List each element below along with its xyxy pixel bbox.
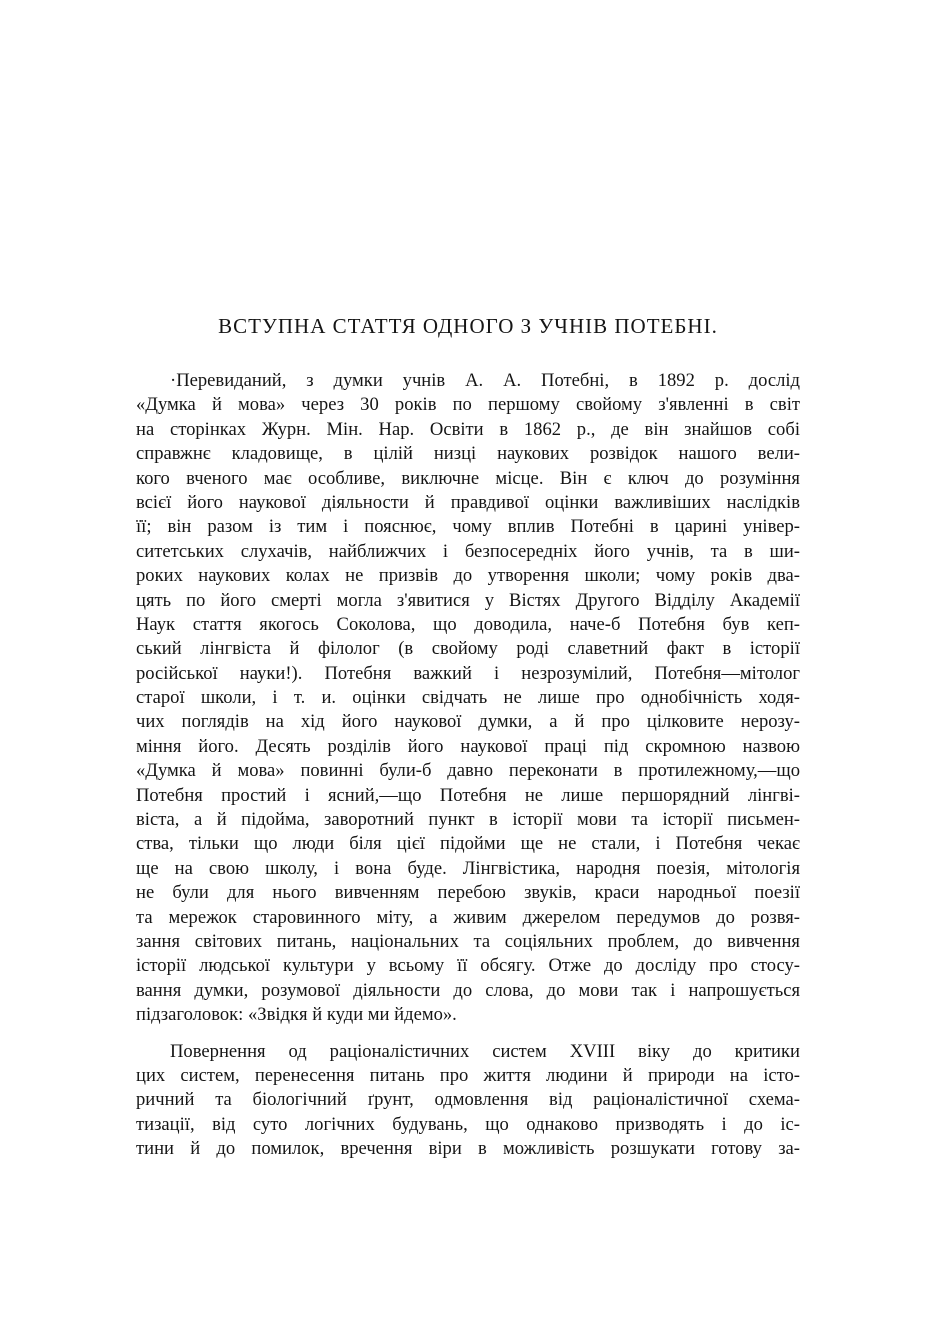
text-line: історії людської культури у всьому її обсягу. Отже до досліду про стосу-	[136, 955, 800, 977]
text-line: цять по його смерті могла з'явитися у Вістях Другого Відділу Академії	[136, 589, 800, 611]
text-line: роких наукових колах не призвів до утворення школи; чому років два-	[136, 565, 800, 587]
text-line: зання світових питань, національних та соціяльних проблем, до вивчення	[136, 930, 800, 952]
text-line: ський лінгвіста й філолог (в свойому роді славетний факт в історії	[136, 638, 800, 660]
text-line: «Думка й мова» через 30 років по першому свойому з'явленні в світ	[136, 394, 800, 416]
text-line: ства, тільки що люди біля цієї підойми ще не стали, і Потебня чекає	[136, 833, 800, 855]
text-line: ще на свою школу, і вона буде. Лінгвістика, народня поезія, мітологія	[136, 857, 800, 879]
text-line: «Думка й мова» повинні були-б давно переконати в протилежному,—що	[136, 760, 800, 782]
text-line: не були для нього вивченням перебою звуків, краси народньої поезії	[136, 882, 800, 904]
text-line: цих систем, перенесення питань про життя людини й природи на істо-	[136, 1064, 800, 1086]
text-line: ·Перевиданий, з думки учнів А. А. Потебні, в 1892 р. дослід	[170, 370, 800, 391]
text-line: віста, а й підойма, заворотний пункт в історії мови та історії письмен-	[136, 809, 800, 831]
text-line: кого вченого має особливе, виключне місце. Він є ключ до розуміння	[136, 467, 800, 489]
text-line: тизації, від суто логічних будувань, що однаково призводять і до іс-	[136, 1113, 800, 1135]
text-line: тини й до помилок, вречення віри в можливість розшукати готову за-	[136, 1138, 800, 1160]
text-line: вання думки, розумової діяльности до слова, до мови так і напрошується	[136, 979, 800, 1001]
text-line: всієї його наукової діяльности й правдивої оцінки важливіших наслідків	[136, 491, 800, 513]
text-line: справжнє кладовище, в цілій низці наукових розвідок нашого вели-	[136, 443, 800, 465]
text-line: Повернення од раціоналістичних систем XVIII віку до критики	[170, 1040, 800, 1062]
text-line: Наук стаття якогось Соколова, що доводила, наче-б Потебня був кеп-	[136, 613, 800, 635]
paragraph-1	[136, 369, 800, 1028]
text-line: ситетських слухачів, найближчих і безпосередніх його учнів, та в ши-	[136, 540, 800, 562]
text-line: старої школи, і т. и. оцінки свідчать не лише про однобічність ходя-	[136, 687, 800, 709]
text-line: Потебня простий і ясний,—що Потебня не лише першорядний лінгві-	[136, 784, 800, 806]
text-line: ричний та біологічний ґрунт, одмовлення від раціоналістичної схема-	[136, 1089, 800, 1111]
text-line: та мережок старовинного міту, а живим джерелом передумов до розвя-	[136, 906, 800, 928]
text-line: міння його. Десять розділів його наукової праці під скромною назвою	[136, 735, 800, 757]
text-line: її; він разом із тим і пояснює, чому вплив Потебні в царині універ-	[136, 516, 800, 538]
article-body	[136, 369, 800, 1162]
text-line: чих поглядів на хід його наукової думки, а й про цілковите нерозу-	[136, 711, 800, 733]
article-heading: ВСТУПНА СТАТТЯ ОДНОГО З УЧНІВ ПОТЕБНІ.	[218, 314, 718, 338]
paragraph-2	[136, 1040, 800, 1162]
paragraph-gap	[136, 1028, 800, 1040]
text-line: підзаголовок: «Звідкя й куди ми йдемо».	[136, 1004, 457, 1026]
text-line: російської науки!). Потебня важкий і незрозумілий, Потебня—мітолог	[136, 662, 800, 684]
text-line: на сторінках Журн. Мін. Нар. Освіти в 1862 р., де він знайшов собі	[136, 418, 800, 440]
